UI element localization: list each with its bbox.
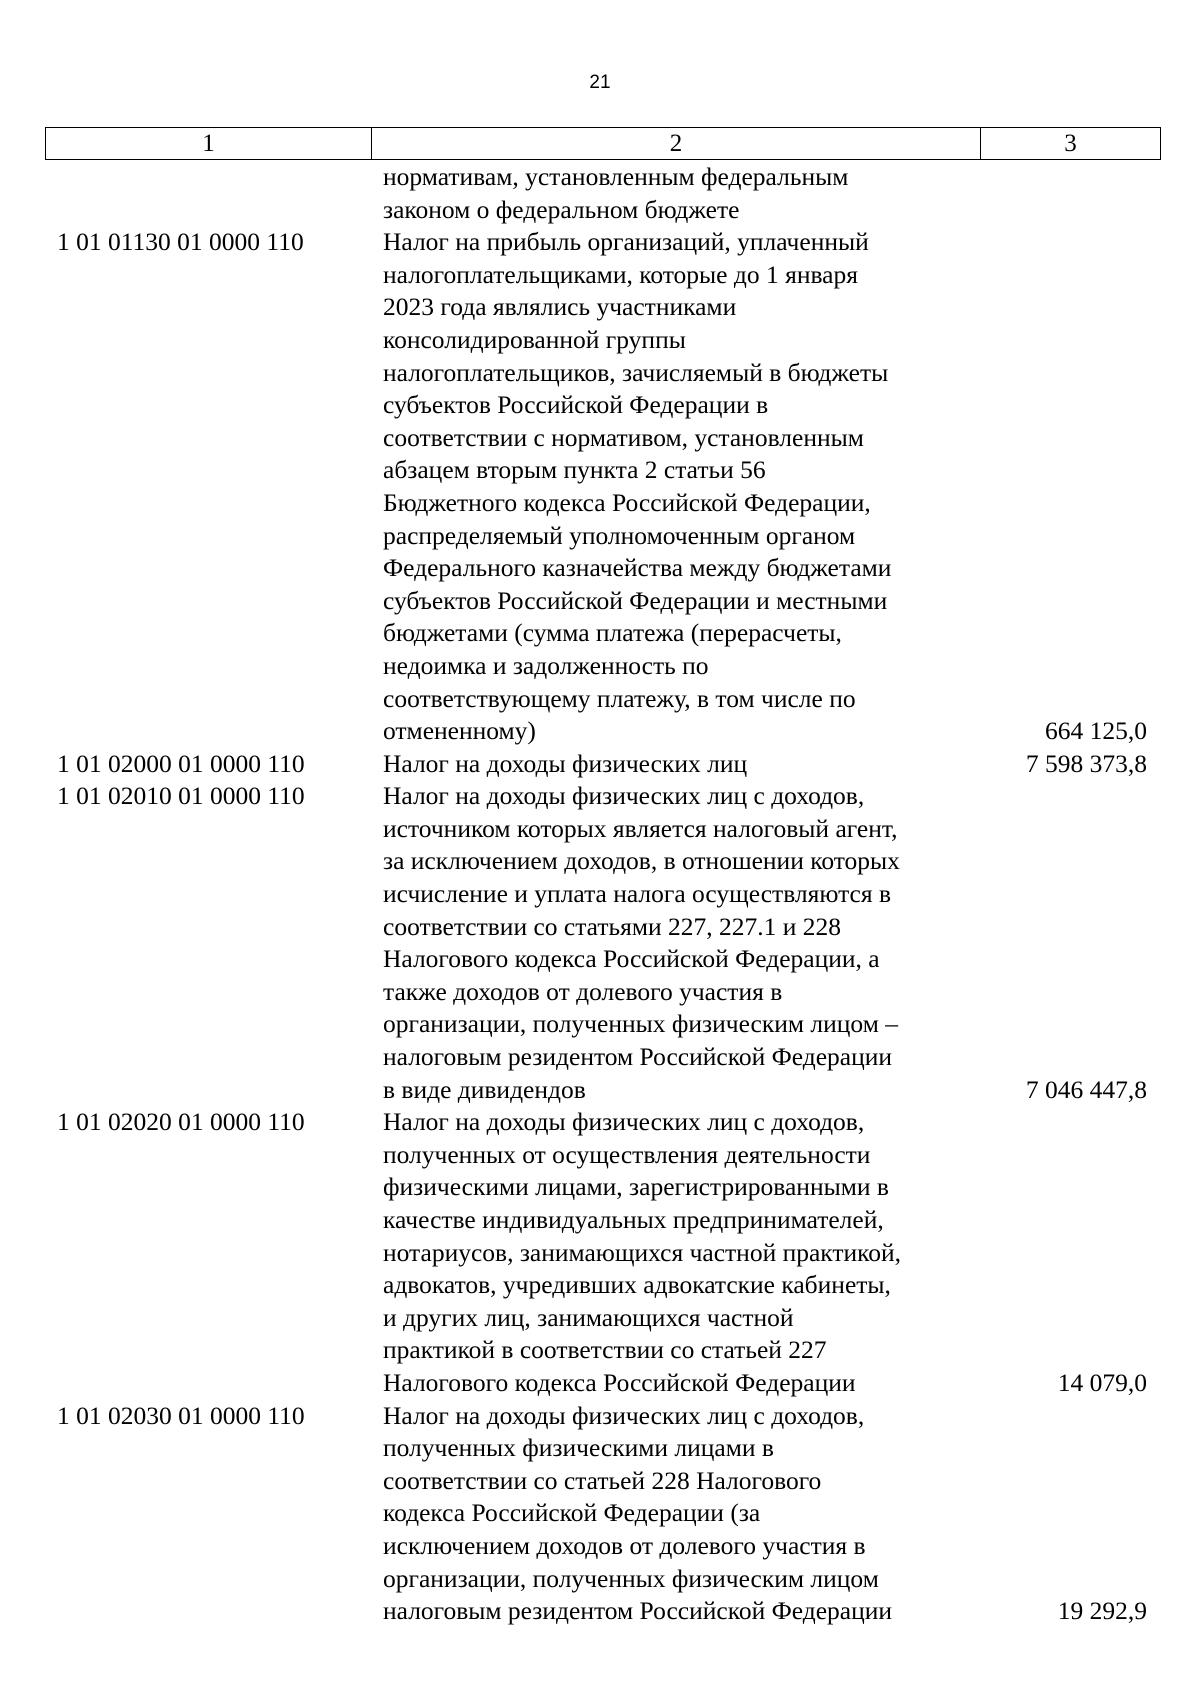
table-row — [45, 780, 1161, 1106]
income-description — [371, 161, 980, 226]
description-line: исчисление и уплата налога осуществляются в — [383, 879, 891, 909]
description-line: соответствующему платежу, в том числе по — [383, 683, 856, 713]
description-line: организации, полученных физическим лицом – — [383, 1009, 898, 1039]
description-line: субъектов Российской Федерации в — [383, 390, 769, 420]
description-line: нормативам, установленным федеральным — [383, 162, 849, 191]
budget-code: 1 01 02010 01 0000 110 — [57, 781, 305, 811]
description-line: полученных физическими лицами в — [383, 1433, 774, 1463]
description-line: недоимка и задолженность по — [383, 650, 709, 680]
header-col-1: 1 — [46, 128, 372, 159]
table-row — [45, 226, 1161, 748]
description-line: Бюджетного кодекса Российской Федерации, — [383, 487, 871, 517]
description-line: бюджетами (сумма платежа (перерасчеты, — [383, 618, 842, 648]
description-line: в виде дивидендов — [383, 1074, 586, 1104]
description-line: соответствии со статьями 227, 227.1 и 228 — [383, 911, 842, 941]
description-line: абзацем вторым пункта 2 статьи 56 — [383, 455, 766, 485]
income-description — [371, 1106, 980, 1399]
description-line: нотариусов, занимающихся частной практикой, — [383, 1237, 902, 1267]
description-line: Налогового кодекса Российской Федерации — [383, 1367, 856, 1397]
income-description — [371, 748, 980, 781]
budget-code: 1 01 02000 01 0000 110 — [57, 748, 305, 778]
amount: 664 125,0 — [1045, 716, 1147, 746]
description-line: распределяемый уполномоченным органом — [383, 520, 856, 550]
description-line: и других лиц, занимающихся частной — [383, 1302, 794, 1332]
description-line: Федерального казначейства между бюджетами — [383, 553, 892, 583]
budget-code: 1 01 02020 01 0000 110 — [57, 1107, 305, 1137]
income-description — [371, 226, 980, 748]
description-line: Налог на прибыль организаций, уплаченный — [383, 227, 869, 257]
description-line: Налог на доходы физических лиц — [383, 748, 748, 778]
budget-code: 1 01 02030 01 0000 110 — [57, 1400, 305, 1430]
description-line: налоговым резидентом Российской Федерации — [383, 1596, 893, 1626]
description-line: законом о федеральном бюджете — [383, 194, 740, 224]
description-line: также доходов от долевого участия в — [383, 976, 783, 1006]
description-line: за исключением доходов, в отношении которых — [383, 846, 900, 876]
description-line: соответствии со статьей 228 Налогового — [383, 1465, 822, 1495]
description-line: налоговым резидентом Российской Федерации — [383, 1042, 893, 1072]
amount: 7 046 447,8 — [1025, 1074, 1147, 1104]
budget-code: 1 01 01130 01 0000 110 — [57, 227, 304, 257]
description-line: 2023 года являлись участниками — [383, 292, 737, 322]
description-line: Налог на доходы физических лиц с доходов, — [383, 1400, 865, 1430]
page-number: 21 — [589, 72, 611, 93]
description-line: физическими лицами, зарегистрированными в — [383, 1172, 889, 1202]
income-description — [371, 1400, 980, 1628]
description-line: Налог на доходы физических лиц с доходов, — [383, 781, 865, 811]
description-line: налогоплательщиков, зачисляемый в бюджеты — [383, 357, 889, 387]
header-col-3: 3 — [1064, 130, 1077, 157]
description-line: источником которых является налоговый агент, — [383, 813, 898, 843]
description-line: полученных от осуществления деятельности — [383, 1139, 871, 1169]
description-line: кодекса Российской Федерации (за — [383, 1498, 761, 1528]
description-line: налогоплательщиками, которые до 1 января — [383, 259, 858, 289]
table-body — [45, 161, 1161, 1628]
header-col-2: 2 — [372, 128, 981, 159]
table-row — [45, 161, 1161, 226]
description-line: Налог на доходы физических лиц с доходов, — [383, 1107, 865, 1137]
amount: 7 598 373,8 — [1025, 748, 1147, 778]
description-line: Налогового кодекса Российской Федерации, а — [383, 944, 880, 974]
table-row — [45, 1106, 1161, 1399]
table-header — [45, 127, 1161, 160]
description-line: субъектов Российской Федерации и местными — [383, 585, 888, 615]
description-line: консолидированной группы — [383, 324, 686, 354]
description-line: качестве индивидуальных предпринимателей, — [383, 1205, 884, 1234]
description-line: исключением доходов от долевого участия в — [383, 1530, 866, 1560]
description-line: практикой в соответствии со статьей 227 — [383, 1335, 827, 1365]
table-row — [45, 1400, 1161, 1628]
amount: 19 292,9 — [1057, 1596, 1147, 1626]
description-line: отмененному) — [383, 716, 536, 746]
income-description — [371, 780, 980, 1106]
description-line: организации, полученных физическим лицом — [383, 1563, 879, 1593]
amount: 14 079,0 — [1057, 1367, 1147, 1397]
description-line: адвокатов, учредивших адвокатские кабинеты, — [383, 1270, 891, 1300]
table-row — [45, 748, 1161, 781]
description-line: соответствии с нормативом, установленным — [383, 422, 864, 452]
